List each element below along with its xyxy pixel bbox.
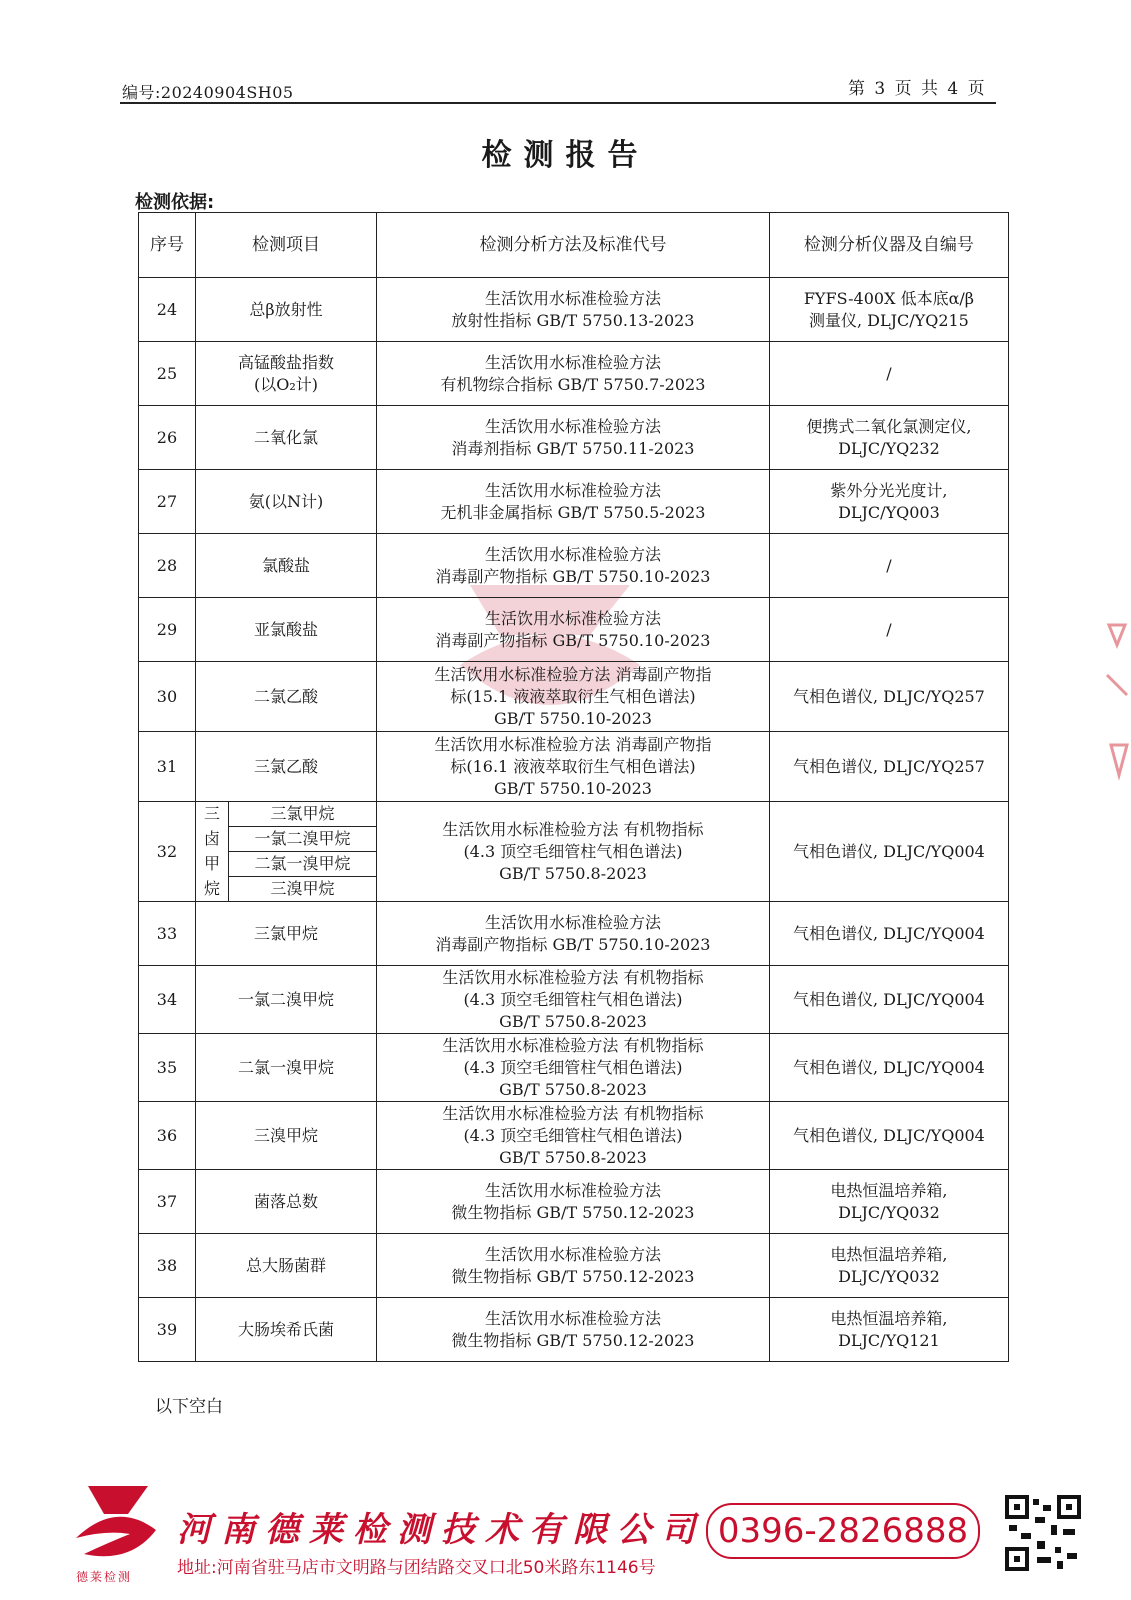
method-line: 生活饮用水标准检验方法	[484, 416, 661, 436]
instrument-cell	[769, 1298, 1008, 1362]
method-cell	[377, 1102, 770, 1170]
instrument-line: 气相色谱仪, DLJC/YQ004	[792, 989, 985, 1009]
instrument-line: DLJC/YQ032	[838, 1202, 940, 1222]
row-number: 26	[139, 406, 196, 470]
item-name-text: 三氯乙酸	[254, 756, 319, 776]
item-name-text: 三氯甲烷	[254, 923, 319, 943]
table-row	[139, 662, 1009, 732]
item-name	[195, 406, 376, 470]
item-name	[195, 1170, 376, 1234]
instrument-line: /	[886, 619, 892, 639]
header-method: 检测分析方法及标准代号	[377, 213, 770, 278]
method-line: 消毒副产物指标 GB/T 5750.10-2023	[435, 934, 711, 954]
instrument-line: DLJC/YQ032	[838, 1266, 940, 1286]
method-cell	[377, 1170, 770, 1234]
row-number: 27	[139, 470, 196, 534]
company-name: 河南德莱检测技术有限公司	[177, 1510, 705, 1550]
method-line: 标(15.1 液液萃取衍生气相色谱法)	[450, 686, 696, 706]
item-name-text: 大肠埃希氏菌	[238, 1319, 335, 1339]
method-cell	[377, 1234, 770, 1298]
instrument-line: /	[886, 363, 892, 383]
instrument-line: 测量仪, DLJC/YQ215	[808, 310, 969, 330]
method-cell	[377, 902, 770, 966]
basis-table	[138, 212, 1009, 1362]
row-number: 36	[139, 1102, 196, 1170]
instrument-line: 气相色谱仪, DLJC/YQ004	[792, 923, 985, 943]
table-row	[139, 802, 1009, 902]
header-item: 检测项目	[195, 213, 376, 278]
seal-stamp-edge	[1105, 615, 1131, 815]
item-name-text: 二氯乙酸	[254, 686, 319, 706]
method-cell	[377, 662, 770, 732]
method-line: GB/T 5750.8-2023	[499, 1147, 647, 1167]
report-number: 编号:20240904SH05	[122, 83, 294, 102]
instrument-line: 气相色谱仪, DLJC/YQ004	[792, 1057, 985, 1077]
item-name	[195, 342, 376, 406]
item-name	[195, 902, 376, 966]
table-header-row	[139, 213, 1009, 278]
row-number: 25	[139, 342, 196, 406]
row-number: 24	[139, 278, 196, 342]
item-name-text: 三溴甲烷	[254, 1125, 319, 1145]
sub-item-row	[196, 877, 376, 902]
method-line: 微生物指标 GB/T 5750.12-2023	[451, 1266, 695, 1286]
instrument-line: 电热恒温培养箱,	[830, 1180, 948, 1200]
method-line: (4.3 顶空毛细管柱气相色谱法)	[463, 1057, 683, 1077]
item-name-text: 一氯二溴甲烷	[238, 989, 335, 1009]
basis-label: 检测依据:	[135, 192, 215, 213]
instrument-cell	[769, 406, 1008, 470]
table-row	[139, 966, 1009, 1034]
item-name	[195, 278, 376, 342]
method-line: 生活饮用水标准检验方法 有机物指标	[442, 1103, 704, 1123]
table-row	[139, 732, 1009, 802]
item-name-text: 高锰酸盐指数	[238, 352, 335, 372]
instrument-line: DLJC/YQ003	[838, 502, 940, 522]
company-address: 地址:河南省驻马店市文明路与团结路交叉口北50米路东1146号	[177, 1558, 656, 1578]
sub-item-row	[196, 802, 376, 827]
item-name	[195, 966, 376, 1034]
logo-text: 德莱检测	[76, 1570, 133, 1584]
instrument-cell	[769, 902, 1008, 966]
row-number: 28	[139, 534, 196, 598]
item-name	[195, 1102, 376, 1170]
group-label-char: 甲	[196, 852, 229, 877]
method-line: 生活饮用水标准检验方法	[484, 288, 661, 308]
method-cell	[377, 470, 770, 534]
sub-item-name: 二氯一溴甲烷	[228, 852, 376, 877]
item-name	[195, 598, 376, 662]
method-line: (4.3 顶空毛细管柱气相色谱法)	[463, 989, 683, 1009]
method-line: 微生物指标 GB/T 5750.12-2023	[451, 1330, 695, 1350]
table-row	[139, 1298, 1009, 1362]
method-line: GB/T 5750.8-2023	[499, 863, 647, 883]
method-line: 生活饮用水标准检验方法	[484, 608, 661, 628]
row-number: 33	[139, 902, 196, 966]
table-row	[139, 278, 1009, 342]
method-line: 生活饮用水标准检验方法 消毒副产物指	[434, 734, 712, 754]
method-line: 生活饮用水标准检验方法	[484, 912, 661, 932]
header-no: 序号	[139, 213, 196, 278]
instrument-line: 气相色谱仪, DLJC/YQ004	[792, 841, 985, 861]
method-line: 生活饮用水标准检验方法 消毒副产物指	[434, 664, 712, 684]
method-line: 生活饮用水标准检验方法	[484, 352, 661, 372]
method-line: 消毒副产物指标 GB/T 5750.10-2023	[435, 630, 711, 650]
item-name-text: 菌落总数	[254, 1191, 319, 1211]
item-group-cell	[195, 802, 376, 902]
instrument-cell	[769, 1102, 1008, 1170]
row-number: 35	[139, 1034, 196, 1102]
method-line: (4.3 顶空毛细管柱气相色谱法)	[463, 1125, 683, 1145]
instrument-line: 便携式二氧化氯测定仪,	[806, 416, 972, 436]
item-name	[195, 470, 376, 534]
item-name-text: 氨(以N计)	[248, 491, 324, 511]
group-label-char: 烷	[196, 877, 229, 902]
item-name	[195, 732, 376, 802]
instrument-line: DLJC/YQ232	[838, 438, 940, 458]
method-line: 微生物指标 GB/T 5750.12-2023	[451, 1202, 695, 1222]
method-line: 生活饮用水标准检验方法	[484, 480, 661, 500]
table-row	[139, 470, 1009, 534]
table-row	[139, 406, 1009, 470]
table-row	[139, 902, 1009, 966]
instrument-cell	[769, 662, 1008, 732]
group-label-char: 卤	[196, 827, 229, 852]
method-cell	[377, 966, 770, 1034]
sub-item-name: 一氯二溴甲烷	[228, 827, 376, 852]
item-name	[195, 662, 376, 732]
table-row	[139, 598, 1009, 662]
instrument-line: /	[886, 555, 892, 575]
qr-code-icon	[1005, 1495, 1081, 1571]
method-line: 生活饮用水标准检验方法	[484, 544, 661, 564]
method-line: GB/T 5750.8-2023	[499, 1079, 647, 1099]
instrument-line: 电热恒温培养箱,	[830, 1308, 948, 1328]
instrument-cell	[769, 342, 1008, 406]
table-row	[139, 342, 1009, 406]
instrument-line: DLJC/YQ121	[838, 1330, 940, 1350]
row-number: 32	[139, 802, 196, 902]
item-note: (以O₂计)	[254, 374, 319, 394]
method-line: 放射性指标 GB/T 5750.13-2023	[451, 310, 695, 330]
row-number: 34	[139, 966, 196, 1034]
sub-item-table	[196, 802, 376, 901]
row-number: 30	[139, 662, 196, 732]
instrument-cell	[769, 1034, 1008, 1102]
method-line: GB/T 5750.10-2023	[493, 708, 652, 728]
item-name	[195, 534, 376, 598]
method-line: 生活饮用水标准检验方法	[484, 1180, 661, 1200]
item-name	[195, 1034, 376, 1102]
row-number: 29	[139, 598, 196, 662]
method-line: 消毒剂指标 GB/T 5750.11-2023	[451, 438, 695, 458]
method-line: (4.3 顶空毛细管柱气相色谱法)	[463, 841, 683, 861]
table-row	[139, 1102, 1009, 1170]
method-cell	[377, 598, 770, 662]
method-cell	[377, 406, 770, 470]
phone-number: 0396-2826888	[706, 1503, 980, 1559]
header-divider	[120, 102, 996, 104]
table-row	[139, 1034, 1009, 1102]
group-label-char: 三	[196, 802, 229, 827]
method-line: 有机物综合指标 GB/T 5750.7-2023	[440, 374, 706, 394]
method-line: GB/T 5750.8-2023	[499, 1011, 647, 1031]
table-row	[139, 1234, 1009, 1298]
instrument-cell	[769, 598, 1008, 662]
method-cell	[377, 1034, 770, 1102]
method-line: 生活饮用水标准检验方法 有机物指标	[442, 1035, 704, 1055]
instrument-line: 气相色谱仪, DLJC/YQ257	[792, 756, 985, 776]
method-cell	[377, 342, 770, 406]
method-cell	[377, 1298, 770, 1362]
item-name	[195, 1234, 376, 1298]
blank-note: 以下空白	[155, 1397, 223, 1417]
instrument-cell	[769, 1234, 1008, 1298]
instrument-cell	[769, 802, 1008, 902]
table-row	[139, 534, 1009, 598]
method-line: 生活饮用水标准检验方法	[484, 1308, 661, 1328]
item-name	[195, 1298, 376, 1362]
method-cell	[377, 534, 770, 598]
instrument-cell	[769, 278, 1008, 342]
instrument-line: 紫外分光光度计,	[830, 480, 948, 500]
instrument-line: FYFS-400X 低本底α/β	[803, 288, 975, 308]
item-name-text: 总大肠菌群	[246, 1255, 327, 1275]
sub-item-row	[196, 827, 376, 852]
company-logo-icon	[70, 1480, 162, 1566]
item-name-text: 氯酸盐	[262, 555, 311, 575]
row-number: 39	[139, 1298, 196, 1362]
method-cell	[377, 278, 770, 342]
table-row	[139, 1170, 1009, 1234]
method-line: GB/T 5750.10-2023	[493, 778, 652, 798]
item-name-text: 亚氯酸盐	[254, 619, 319, 639]
method-line: 标(16.1 液液萃取衍生气相色谱法)	[450, 756, 696, 776]
item-name-text: 二氧化氯	[254, 427, 319, 447]
sub-item-name: 三氯甲烷	[228, 802, 376, 827]
sub-item-row	[196, 852, 376, 877]
method-cell	[377, 732, 770, 802]
document-title: 检测报告	[481, 138, 650, 173]
method-cell	[377, 802, 770, 902]
method-line: 无机非金属指标 GB/T 5750.5-2023	[440, 502, 706, 522]
method-line: 生活饮用水标准检验方法 有机物指标	[442, 967, 704, 987]
instrument-line: 气相色谱仪, DLJC/YQ004	[792, 1125, 985, 1145]
instrument-line: 气相色谱仪, DLJC/YQ257	[792, 686, 985, 706]
instrument-cell	[769, 1170, 1008, 1234]
method-line: 生活饮用水标准检验方法 有机物指标	[442, 819, 704, 839]
row-number: 31	[139, 732, 196, 802]
instrument-cell	[769, 534, 1008, 598]
item-name-text: 二氯一溴甲烷	[238, 1057, 335, 1077]
sub-item-name: 三溴甲烷	[228, 877, 376, 902]
instrument-cell	[769, 732, 1008, 802]
instrument-cell	[769, 470, 1008, 534]
page-number: 第 3 页 共 4 页	[848, 79, 987, 99]
method-line: 生活饮用水标准检验方法	[484, 1244, 661, 1264]
header-instrument: 检测分析仪器及自编号	[769, 213, 1008, 278]
item-name-text: 总β放射性	[249, 299, 323, 319]
instrument-line: 电热恒温培养箱,	[830, 1244, 948, 1264]
method-line: 消毒副产物指标 GB/T 5750.10-2023	[435, 566, 711, 586]
instrument-cell	[769, 966, 1008, 1034]
row-number: 37	[139, 1170, 196, 1234]
row-number: 38	[139, 1234, 196, 1298]
